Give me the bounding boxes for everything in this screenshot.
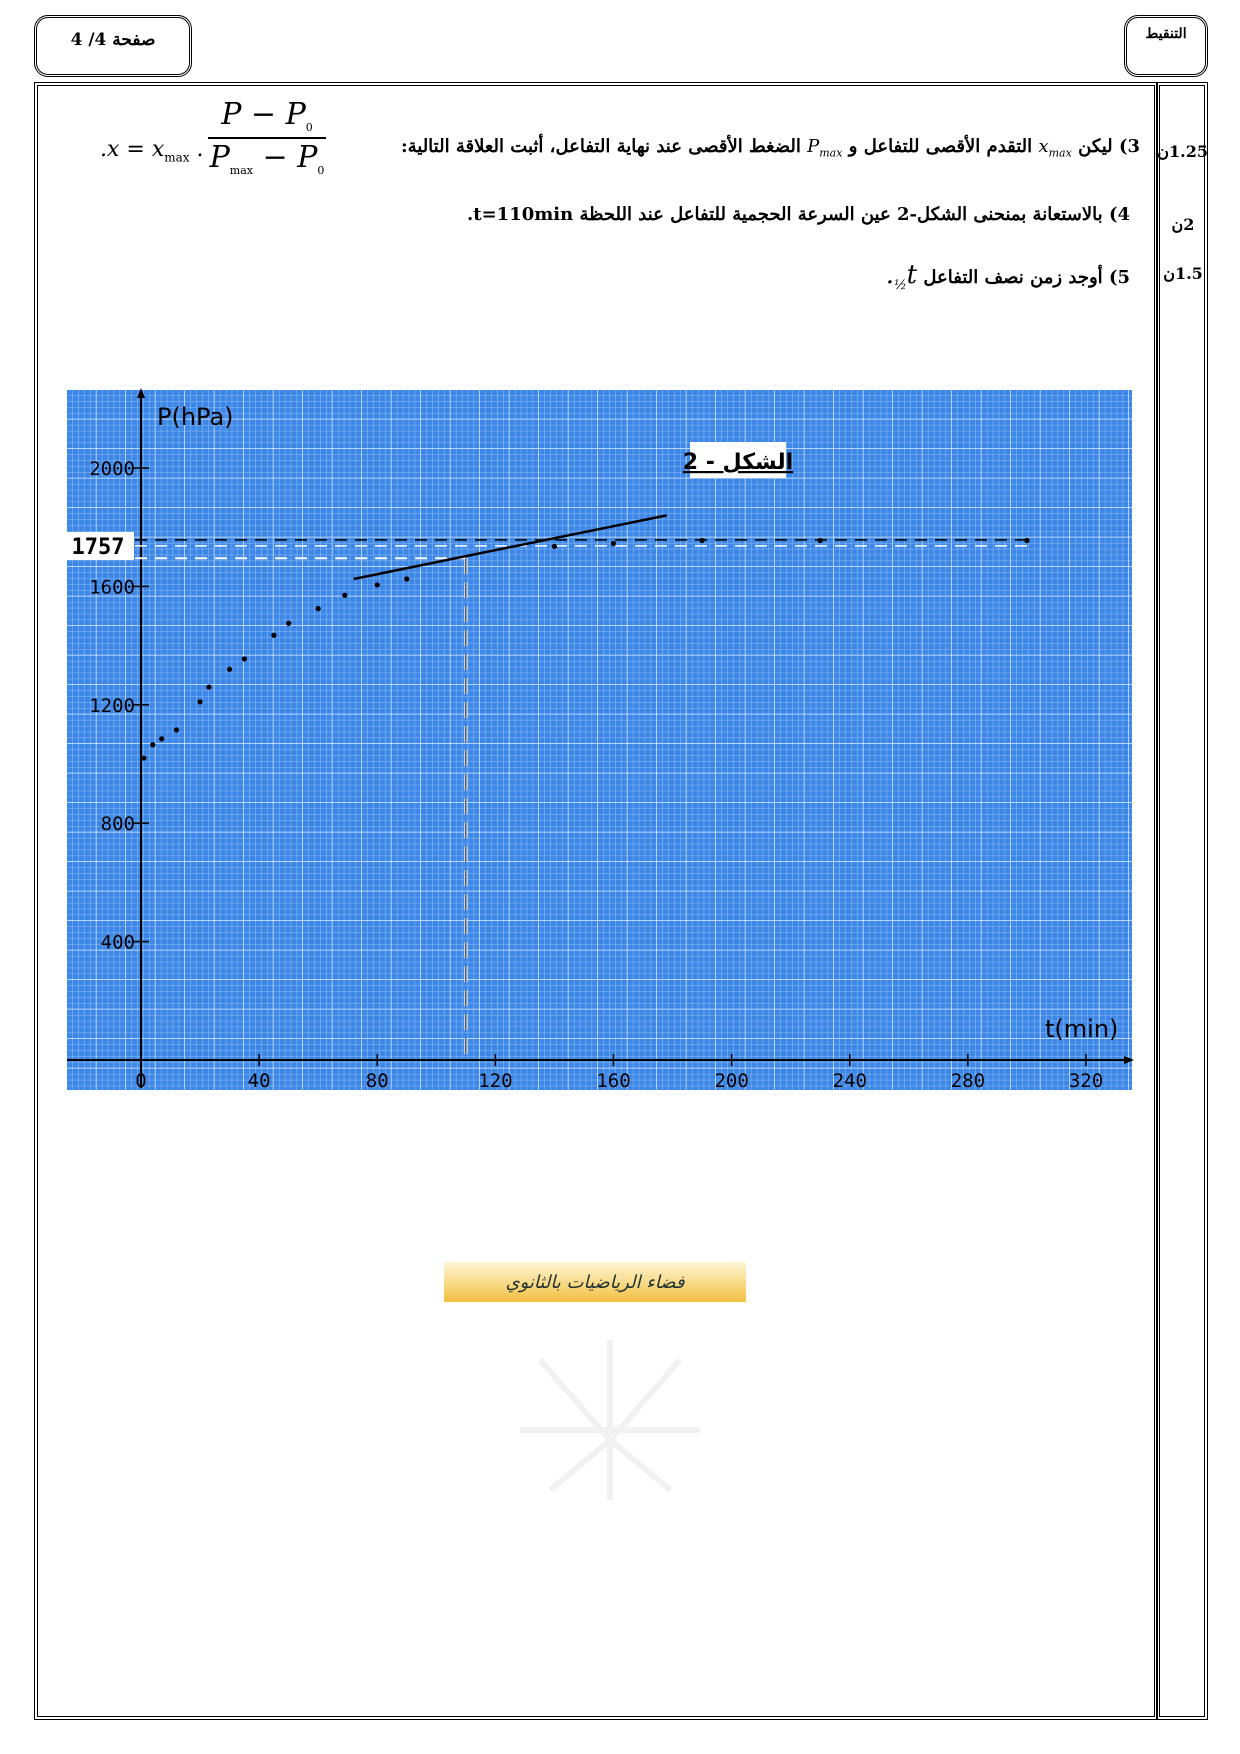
y-tick-label: 1600	[89, 576, 135, 599]
data-point	[818, 538, 823, 543]
x-tick-label: 80	[365, 1070, 389, 1092]
formula-fraction: $P - P_0$ $P_{max} - P_0$	[209, 97, 325, 177]
data-point	[141, 755, 146, 760]
data-point	[375, 582, 380, 587]
question-3: 3) ليكن $x_{max}$ التقدم الأقصى للتفاعل و $P_{max}$ الضغط الأقصى عند نهاية التفاعل، أثبت العلاقة التالية:	[400, 136, 1140, 160]
data-point	[242, 656, 247, 661]
page-number: صفحة 4/ 4	[70, 30, 156, 50]
scoring-header: التنقيط	[1145, 26, 1187, 42]
annotation-1757: 1757	[71, 535, 125, 560]
x-tick-label: 200	[714, 1070, 749, 1092]
chart-title: الشكل - 2	[682, 450, 794, 475]
x-tick-label: 240	[832, 1070, 867, 1092]
data-point	[699, 538, 704, 543]
data-point	[174, 727, 179, 732]
watermark-logo	[460, 1320, 760, 1520]
data-point	[159, 736, 164, 741]
data-point	[404, 576, 409, 581]
score-q3: 1.25ن	[1157, 142, 1208, 161]
data-point	[197, 699, 202, 704]
score-q5: 1.5ن	[1163, 264, 1203, 283]
x-tick-label: 320	[1068, 1070, 1104, 1092]
question-4: 4) بالاستعانة بمنحنى الشكل-2 عين السرعة الحجمية للتفاعل عند اللحظة t=110min.	[467, 204, 1130, 225]
data-point	[316, 606, 321, 611]
data-point	[552, 544, 557, 549]
data-point	[150, 742, 155, 747]
data-point	[271, 633, 276, 638]
y-tick-label: 1200	[89, 694, 135, 717]
x-tick-label: 160	[596, 1070, 631, 1092]
x-tick-label: 280	[950, 1070, 986, 1092]
data-point	[1024, 538, 1029, 543]
y-tick-label: 2000	[89, 458, 135, 480]
formula-lhs: $.x = x_{max}$ .	[100, 137, 204, 165]
data-point	[286, 621, 291, 626]
x-axis-label: t(min)	[1045, 1015, 1119, 1043]
data-point	[227, 667, 232, 672]
data-point	[611, 541, 616, 546]
data-point	[206, 684, 211, 689]
score-q4: 2ن	[1171, 215, 1195, 234]
question-5: 5) أوجد زمن نصف التفاعل $t_{\frac{1}{2}}$.	[885, 260, 1130, 294]
y-tick-label: 800	[100, 813, 135, 836]
data-point	[342, 593, 347, 598]
y-axis-label: P(hPa)	[157, 403, 234, 431]
footer-banner: فضاء الرياضيات بالثانوي	[444, 1262, 746, 1302]
x-tick-label: 120	[478, 1070, 513, 1092]
x-tick-label: 0	[135, 1070, 147, 1092]
y-tick-label: 400	[100, 931, 135, 954]
x-tick-label: 40	[247, 1070, 271, 1092]
